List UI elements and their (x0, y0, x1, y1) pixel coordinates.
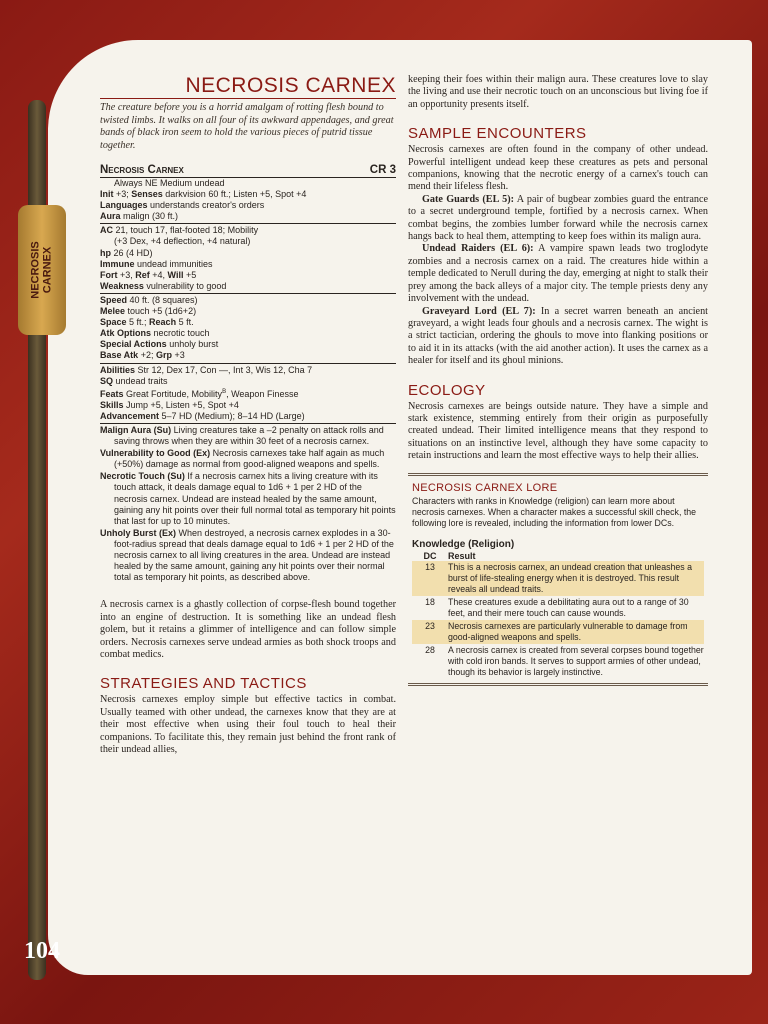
stat-sq: SQ undead traits (100, 375, 168, 386)
lore-dc: 18 (425, 596, 435, 607)
stat-advancement: Advancement 5–7 HD (Medium); 8–14 HD (Large) (100, 410, 305, 421)
intro-paragraph: A necrosis carnex is a ghastly collection of corpse-flesh bound together into an engine of destruction. It is something like an undead flesh golem, but it retains a glimmer of intelligence and can follow simple orders. Necrosis carnexes serve undead armies as both shock troops and combat medics. (100, 599, 396, 660)
table-row (412, 561, 704, 596)
lore-dc: 13 (412, 561, 448, 596)
ability-unholy-burst: Unholy Burst (Ex) When destroyed, a necrosis carnex explodes in a 30-foot-radius spread that deals damage equal to 1d6 + 1 per 2 HD of the necrosis carnex to all living creatures in the area. Undead are instead healed by the same amount, gaining any hit points over their normal total as temporary hit points, as described above. (100, 527, 394, 583)
lore-col-dc: DC (423, 550, 437, 561)
stat-speed: Speed 40 ft. (8 squares) (100, 294, 198, 305)
page-number: 104 (24, 938, 60, 964)
continued-paragraph: keeping their foes within their malign aura. These creatures love to slay the living and use their necrotic touch on an unconscious but living foe if an opportunity presents itself. (408, 74, 708, 110)
stat-ac-detail: (+3 Dex, +4 deflection, +4 natural) (114, 236, 251, 247)
lore-intro: Characters with ranks in Knowledge (religion) can learn more about necrosis carnexes. When a character makes a successful skill check, the following lore is revealed, including the information from lower DCs. (412, 495, 697, 528)
stat-abilities: Abilities Str 12, Dex 17, Con —, Int 3, Wis 12, Cha 7 (100, 364, 313, 375)
lore-result: This is a necrosis carnex, an undead creation that unleashes a burst of life-stealing energy when it is destroyed. This result reveals all undead traits. (448, 561, 704, 596)
sample-encounters-heading: SAMPLE ENCOUNTERS (408, 125, 587, 143)
stat-aura: Aura malign (30 ft.) (100, 211, 179, 222)
stat-immune: Immune undead immunities (100, 258, 213, 269)
lore-title: NECROSIS CARNEX LORE (412, 481, 558, 494)
table-row (412, 620, 704, 644)
lore-col-result: Result (448, 550, 476, 561)
encounter-undead-raiders: Undead Raiders (EL 6): A vampire spawn leads two troglodyte zombies and a necrosis carnex on a raid. The creatures hide within a temple dedicated to Nerull during the day, emerging at night to stalk their prey among the back alleys of a major city. The temple priests deny any involvement with the undead. (408, 243, 708, 305)
strategies-heading: STRATEGIES AND TACTICS (100, 675, 307, 693)
stat-special-actions: Special Actions unholy burst (100, 339, 219, 350)
stat-saves: Fort +3, Ref +4, Will +5 (100, 269, 197, 280)
stat-hp: hp 26 (4 HD) (100, 247, 153, 258)
chapter-tab (18, 205, 66, 335)
knowledge-heading: Knowledge (Religion) (412, 538, 515, 550)
stat-skills: Skills Jump +5, Listen +5, Spot +4 (100, 399, 239, 410)
lore-table (412, 551, 704, 679)
lore-dc: 23 (412, 620, 448, 644)
stat-block (100, 178, 396, 583)
tab-label-line-1: NECROSIS (30, 241, 42, 299)
stat-block-name: Necrosis Carnex (100, 164, 184, 176)
lore-result: A necrosis carnex is created from several corpses bound together with cold iron bands. It serves to support armies of other undead, though its behavior is largely instinctive. (448, 644, 704, 677)
stat-feats: Feats Great Fortitude, Mobility$^B$, Weapon Finesse (100, 388, 299, 399)
stat-attack-options: Atk Options necrotic touch (100, 328, 210, 339)
tab-label-line-2: CARNEX (42, 246, 54, 294)
page-title: NECROSIS CARNEX (100, 74, 396, 99)
lore-sidebar (408, 473, 708, 686)
lore-dc: 28 (425, 644, 435, 655)
encounter-graveyard-lord: Graveyard Lord (EL 7): In a secret warren beneath an ancient graveyard, a wight leads four ghouls and a necrosis carnex. The wight is a strict tactician, ordering the ghouls to move into flanking positions or to aid it in its attacks (with the aid another action). It uses the carnex as a healer for itself and its ghoul minions. (408, 305, 708, 367)
ability-malign-aura: Malign Aura (Su) Living creatures take a –2 penalty on attack rolls and saving throws when they are within 30 feet of a necrosis carnex. (100, 424, 384, 447)
encounter-gate-guards: Gate Guards (EL 5): A pair of bugbear zombies guard the entrance to a secret underground temple, fortified by a necrosis carnex. When combat begins, the zombies lumber forward while the necrosis carnex hangs back to heal them, attempting to keep foes within its malign aura. (408, 193, 708, 243)
stat-block-header (100, 164, 396, 178)
lore-result: These creatures exude a debilitating aura out to a range of 30 feet, and their mere touch can cause wounds. (448, 596, 689, 618)
flavor-text: The creature before you is a horrid amalgam of rotting flesh bound to twisted limbs. It walks on all four of its awkward appendages, and great bands of black iron seem to hold the various pieces of putrid tissue together. (100, 102, 394, 151)
ecology-heading: ECOLOGY (408, 381, 486, 399)
sample-intro: Necrosis carnexes are often found in the company of other undead. Powerful intelligent undead keep these creatures as pets and personal companions, knowing that the necrotic energy of a carnex's touch can mend their lifeless flesh. (408, 144, 708, 193)
stat-init-senses: Init +3; Senses darkvision 60 ft.; Listen +5, Spot +4 (100, 189, 307, 200)
stat-languages: Languages understands creator's orders (100, 200, 265, 211)
stat-divider (100, 223, 396, 224)
ability-vulnerability: Vulnerability to Good (Ex) Necrosis carnexes take half again as much (+50%) damage as normal from good-aligned weapons and spells. (100, 448, 385, 470)
stat-divider (100, 363, 396, 364)
table-row (412, 644, 704, 679)
stat-space-reach: Space 5 ft.; Reach 5 ft. (100, 317, 194, 328)
ecology-paragraph: Necrosis carnexes are beings outside nature. They have a simple and stark existence, stemming entirely from their origin as purposefully created undead. Their limited intelligence means that they respond to situations on an instinctive level, although they have some capacity to retain instructions and learn the most effective ways to help their allies. (408, 400, 708, 462)
table-row (412, 596, 704, 620)
stat-divider (100, 423, 396, 424)
stat-base-attack: Base Atk +2; Grp +3 (100, 350, 185, 361)
challenge-rating: CR 3 (369, 164, 396, 176)
stat-alignment: Always NE Medium undead (114, 178, 225, 188)
stat-ac: AC 21, touch 17, flat-footed 18; Mobility (100, 225, 259, 236)
chapter-tab-label (30, 241, 54, 298)
left-column (100, 74, 396, 756)
right-column (408, 74, 708, 686)
stat-weakness: Weakness vulnerability to good (100, 280, 227, 291)
ability-necrotic-touch: Necrotic Touch (Su) If a necrosis carnex hits a living creature with its touch attack, it deals damage equal to 1d6 + 1 per 2 HD of the necrosis carnex. Undead are instead healed by the same amount, gaining any hit points over their full normal total as temporary hit points that last for up to 10 minutes. (100, 471, 396, 526)
lore-result: Necrosis carnexes are particularly vulnerable to damage from good-aligned weapons and spells. (448, 620, 704, 644)
strategies-paragraph: Necrosis carnexes employ simple but effective tactics in combat. Usually teamed with other undead, the carnexes know that they are at their most effective when using their foul touch to heal their companions. To facilitate this, they remain just behind the front rank of their undead allies, (100, 694, 396, 755)
stat-melee: Melee touch +5 (1d6+2) (100, 306, 197, 317)
stat-divider (100, 293, 396, 294)
